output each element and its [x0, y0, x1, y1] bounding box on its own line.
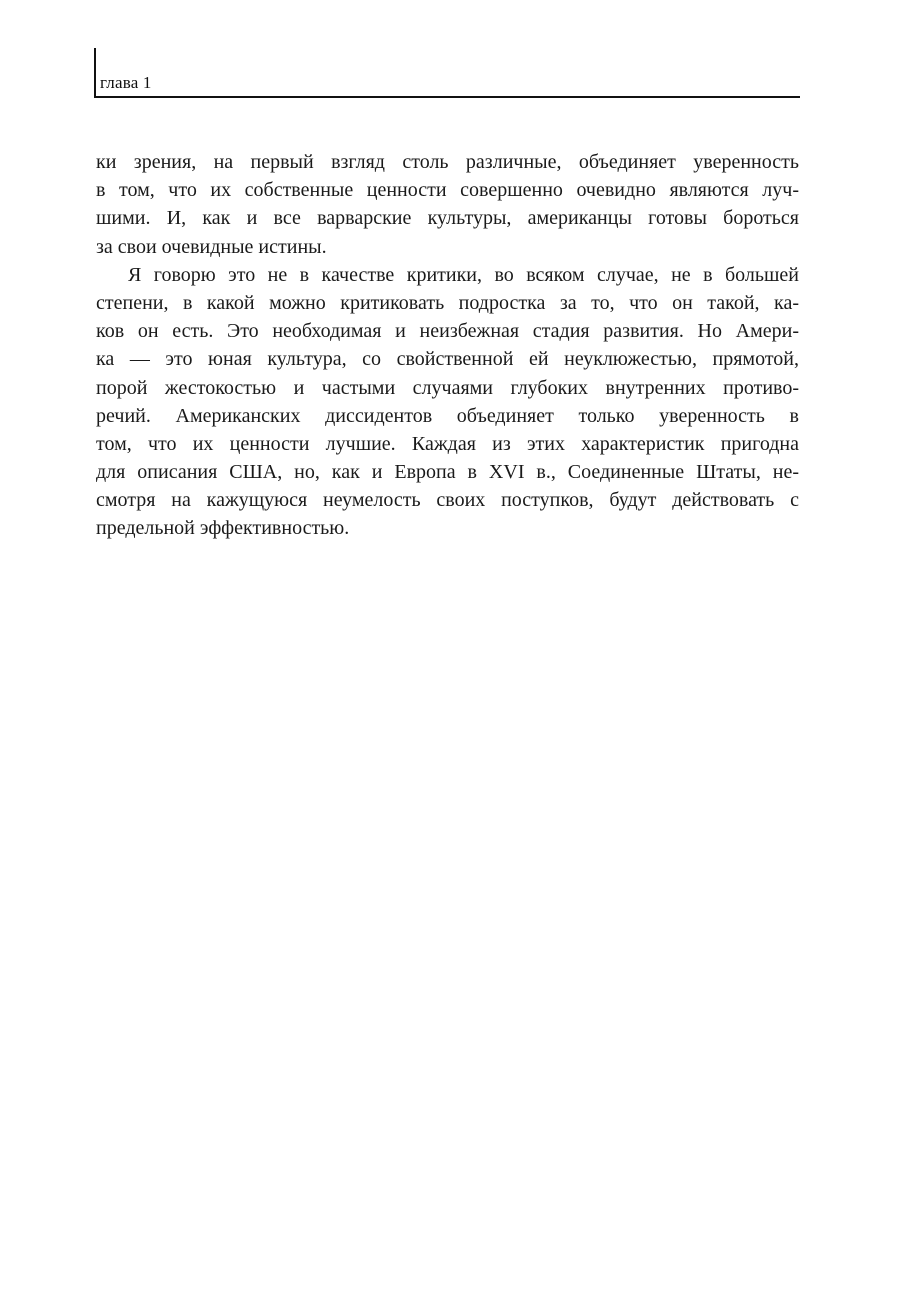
text-line: за свои очевидные истины. [96, 235, 327, 258]
text-line: предельной эффективностью. [96, 517, 350, 540]
text-line: порой жестокостью и частыми случаями глубоких внутренних противо- [96, 376, 799, 399]
text-line: речий. Американских диссидентов объединяет только уверенность в [96, 404, 799, 427]
text-line: в том, что их собственные ценности совершенно очевидно являются луч- [96, 179, 799, 202]
text-line: смотря на кажущуюся неумелость своих поступков, будут действовать с [96, 489, 799, 512]
body-text [96, 148, 799, 543]
header-horizontal-rule [94, 96, 800, 98]
text-line: степени, в какой можно критиковать подростка за то, что он такой, ка- [96, 291, 799, 314]
text-line: ки зрения, на первый взгляд столь различные, объединяет уверенность [96, 151, 799, 173]
running-head: глава 1 [100, 73, 152, 92]
text-line: шими. И, как и все варварские культуры, американцы готовы бороться [96, 207, 799, 230]
text-line: для описания США, но, как и Европа в XVI в., Соединенные Штаты, не- [96, 461, 799, 484]
text-line: Я говорю это не в качестве критики, во всяком случае, не в большей [128, 263, 799, 286]
text-line: ков он есть. Это необходимая и неизбежная стадия развития. Но Амери- [96, 320, 799, 343]
text-line: ка — это юная культура, со свойственной ей неуклюжестью, прямотой, [96, 348, 799, 371]
text-line: том, что их ценности лучшие. Каждая из этих характеристик пригодна [96, 432, 799, 455]
header-vertical-rule [94, 48, 96, 98]
